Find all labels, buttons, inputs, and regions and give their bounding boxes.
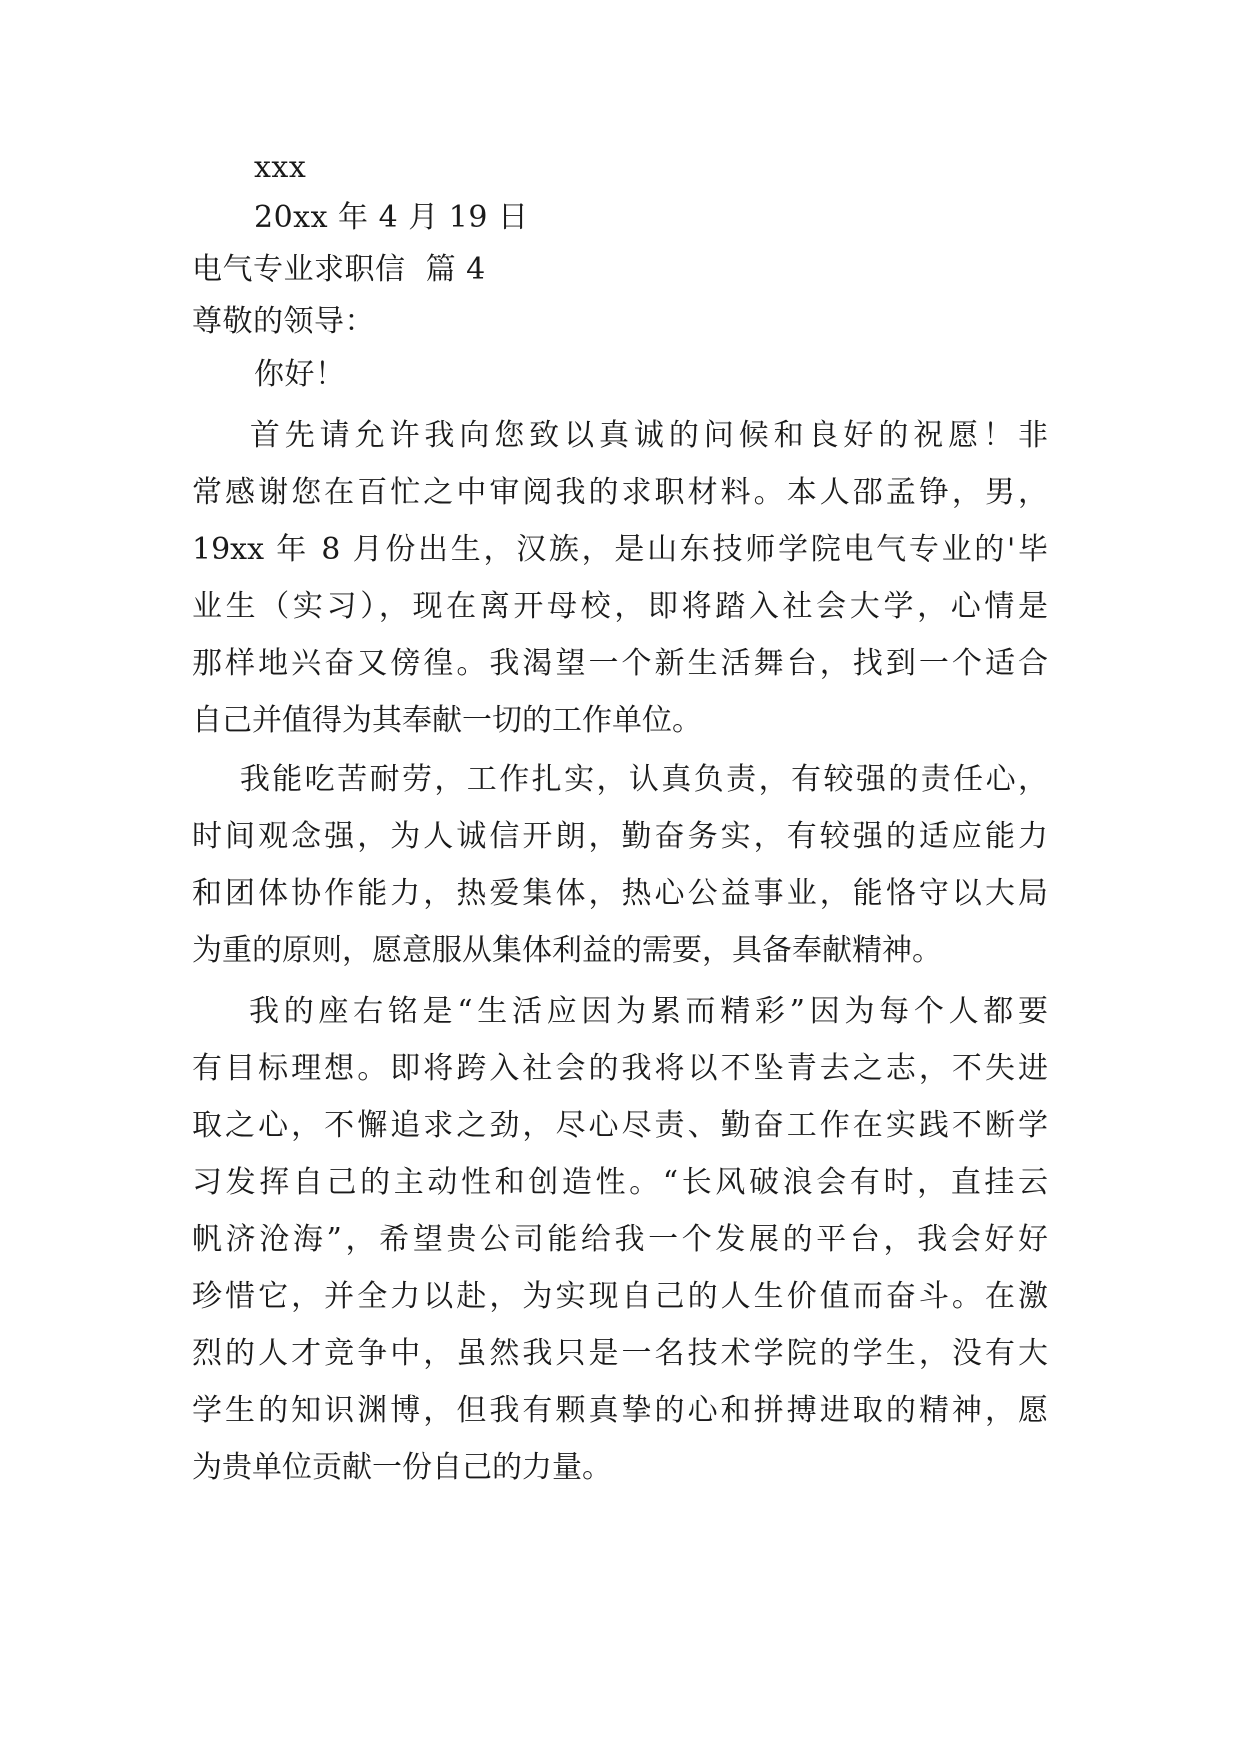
paragraph-line: 有目标理想。即将跨入社会的我将以不坠青去之志，不失进 — [192, 1051, 1048, 1086]
paragraph-line: 为重的原则，愿意服从集体利益的需要，具备奉献精神。 — [192, 933, 942, 968]
paragraph-line: 19xx 年 8 月份出生，汉族，是山东技师学院电气专业的'毕 — [192, 532, 1048, 567]
paragraph-line: 我的座右铭是“生活应因为累而精彩”因为每个人都要 — [192, 994, 1048, 1029]
paragraph-intro — [192, 407, 1048, 749]
paragraph-qualities — [192, 751, 1048, 979]
salutation: 尊敬的领导： — [192, 304, 375, 339]
paragraph-line: 那样地兴奋又傍徨。我渴望一个新生活舞台，找到一个适合 — [192, 646, 1048, 681]
letter-title: 电气专业求职信 篇 4 — [192, 252, 486, 287]
greeting: 你好！ — [254, 357, 346, 392]
paragraph-line: 我能吃苦耐劳，工作扎实，认真负责，有较强的责任心， — [192, 762, 1048, 797]
paragraph-line: 学生的知识渊博，但我有颗真挚的心和拼搏进取的精神，愿 — [192, 1393, 1048, 1428]
paragraph-line: 习发挥自己的主动性和创造性。“长风破浪会有时，直挂云 — [192, 1165, 1048, 1200]
paragraph-line: 烈的人才竞争中，虽然我只是一名技术学院的学生，没有大 — [192, 1336, 1048, 1371]
signature-name: xxx — [254, 150, 307, 185]
paragraph-line: 自己并值得为其奉献一切的工作单位。 — [192, 703, 702, 738]
paragraph-line: 首先请允许我向您致以真诚的问候和良好的祝愿！非 — [192, 418, 1048, 453]
paragraph-line: 时间观念强，为人诚信开朗，勤奋务实，有较强的适应能力 — [192, 819, 1048, 854]
paragraph-line: 帆济沧海”，希望贵公司能给我一个发展的平台，我会好好 — [192, 1222, 1048, 1257]
paragraph-line: 取之心，不懈追求之劲，尽心尽责、勤奋工作在实践不断学 — [192, 1108, 1048, 1143]
paragraph-line: 和团体协作能力，热爱集体，热心公益事业，能恪守以大局 — [192, 876, 1048, 911]
paragraph-motto — [192, 983, 1048, 1496]
paragraph-line: 常感谢您在百忙之中审阅我的求职材料。本人邵孟铮，男， — [192, 475, 1048, 510]
letter-date: 20xx 年 4 月 19 日 — [254, 200, 529, 235]
paragraph-line: 业生（实习），现在离开母校，即将踏入社会大学，心情是 — [192, 589, 1048, 624]
paragraph-line: 为贵单位贡献一份自己的力量。 — [192, 1450, 612, 1485]
paragraph-line: 珍惜它，并全力以赴，为实现自己的人生价值而奋斗。在激 — [192, 1279, 1048, 1314]
